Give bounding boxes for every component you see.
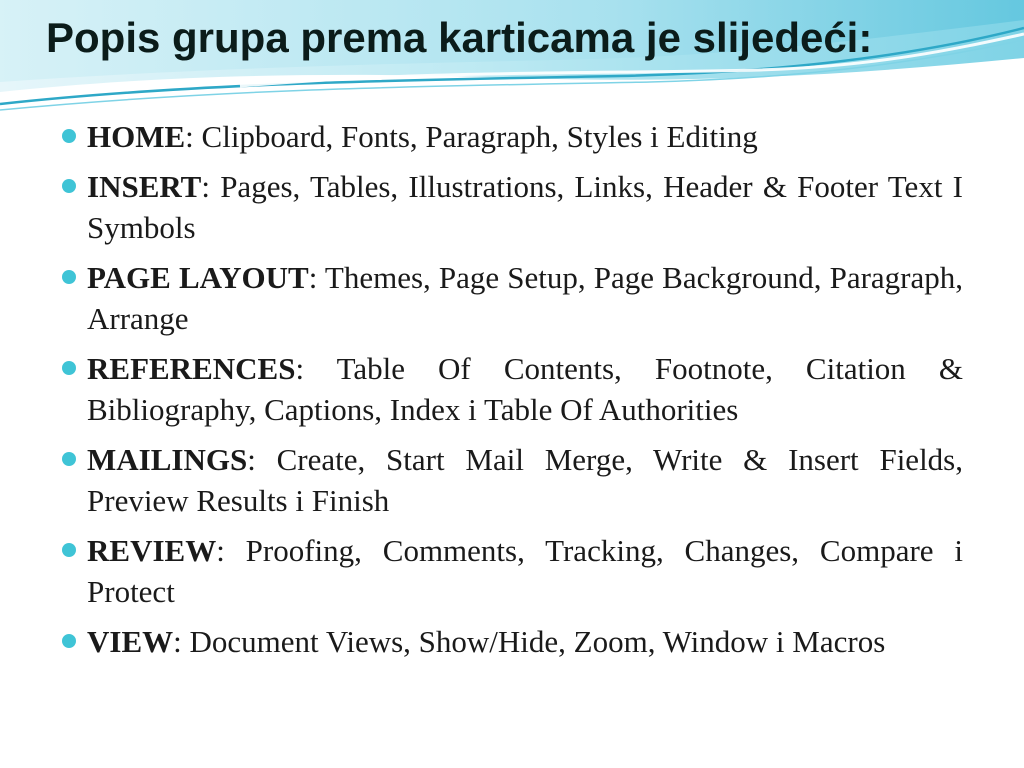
slide-title: Popis grupa prema karticama je slijedeći: — [46, 14, 873, 61]
bullet-tab-name: VIEW — [87, 624, 174, 659]
bullet-item — [58, 257, 963, 339]
bullet-dot-icon — [62, 361, 76, 375]
bullet-tab-name: INSERT — [87, 169, 202, 204]
bullet-dot-icon — [62, 634, 76, 648]
bullet-tab-name: MAILINGS — [87, 442, 248, 477]
bullet-item — [58, 621, 963, 662]
bullet-groups-text: : Table Of Contents, Footnote, Citation & Bibliography, Captions, Index i Table Of Authorities — [87, 351, 963, 427]
bullet-groups-text: : Clipboard, Fonts, Paragraph, Styles i Editing — [185, 119, 758, 154]
bullet-item — [58, 439, 963, 521]
bullet-tab-name: PAGE LAYOUT — [87, 260, 309, 295]
bullet-groups-text: : Themes, Page Setup, Page Background, Paragraph, Arrange — [87, 260, 963, 336]
bullet-groups-text: : Pages, Tables, Illustrations, Links, Header & Footer Text I Symbols — [87, 169, 963, 245]
bullet-groups-text: : Document Views, Show/Hide, Zoom, Window i Macros — [173, 624, 886, 659]
bullet-dot-icon — [62, 179, 76, 193]
bullet-item — [58, 530, 963, 612]
bullet-tab-name: REFERENCES — [87, 351, 296, 386]
bullet-dot-icon — [62, 543, 76, 557]
bullet-tab-name: REVIEW — [87, 533, 217, 568]
bullet-tab-name: HOME — [87, 119, 186, 154]
bullet-groups-text: : Create, Start Mail Merge, Write & Insert Fields, Preview Results i Finish — [87, 442, 963, 518]
bullet-dot-icon — [62, 452, 76, 466]
bullet-dot-icon — [62, 129, 76, 143]
bullet-item — [58, 116, 963, 157]
bullet-list — [58, 116, 963, 671]
bullet-item — [58, 348, 963, 430]
bullet-groups-text: : Proofing, Comments, Tracking, Changes, Compare i Protect — [87, 533, 963, 609]
bullet-dot-icon — [62, 270, 76, 284]
bullet-item — [58, 166, 963, 248]
